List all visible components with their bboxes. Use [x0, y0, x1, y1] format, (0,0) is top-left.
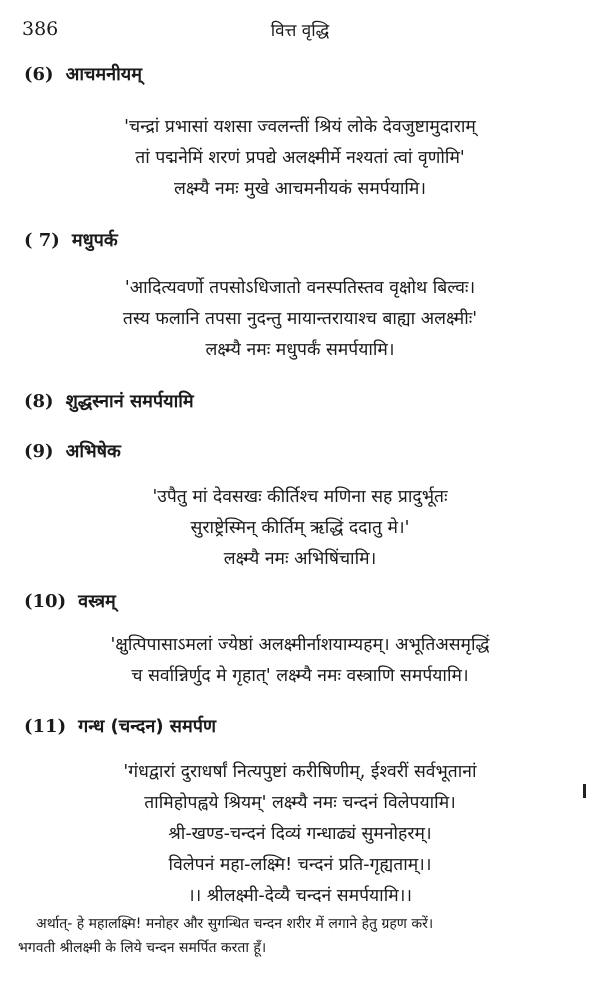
section-number: ( 7) — [24, 230, 60, 251]
note-line: भगवती श्रीलक्ष्मी के लिये चन्दन समर्पित करता हूँ। — [18, 940, 267, 956]
section-heading-11 — [24, 714, 216, 738]
section-number: (6) — [24, 64, 54, 85]
verse-line: 'गंधद्वारां दुराधर्षां नित्यपुष्टां करीषिणीम्, ईश्वरीं सर्वभूतानां — [123, 762, 477, 782]
page-number: 386 — [22, 18, 59, 40]
verse-line: विलेपनं महा-लक्ष्मि! चन्दनं प्रति-गृह्यताम्।। — [168, 855, 432, 875]
section-title: अभिषेक — [65, 441, 121, 462]
page-header — [0, 12, 600, 44]
section-number: (11) — [24, 716, 67, 737]
running-title: वित्त वृद्धि — [270, 21, 330, 41]
verse-11 — [0, 757, 600, 912]
verse-line: तस्य फलानि तपसा नुदन्तु मायान्तरायाश्च बाह्या अलक्ष्मीः' — [122, 309, 478, 329]
verse-line: लक्ष्म्यै नमः अभिषिंचामि। — [223, 549, 377, 569]
section-number: (9) — [24, 441, 54, 462]
section-title: वस्त्रम् — [78, 591, 116, 612]
verse-line: 'उपैतु मां देवसखः कीर्तिश्च मणिना सह प्रादुर्भूतः — [152, 487, 448, 507]
section-title: शुद्धस्नानं समर्पयामि — [65, 391, 194, 412]
section-heading-8 — [24, 389, 194, 413]
section-number: (8) — [24, 391, 54, 412]
verse-line: लक्ष्म्यै नमः मुखे आचमनीयकं समर्पयामि। — [173, 179, 427, 199]
verse-line: 'चन्द्रां प्रभासां यशसा ज्वलन्तीं श्रियं लोके देवजुष्टामुदाराम् — [124, 117, 476, 137]
verse-line: सुराष्ट्रेस्मिन् कीर्तिम् ऋद्धिं ददातु मे।' — [190, 518, 410, 538]
section-heading-7 — [24, 228, 118, 252]
section-heading-10 — [24, 589, 116, 613]
verse-line: तां पद्मनेमिं शरणं प्रपद्ये अलक्ष्मीर्मे नश्यतां त्वां वृणोमि' — [135, 148, 465, 168]
section-title: मधुपर्क — [71, 230, 118, 251]
verse-line: तामिहोपह्वये श्रियम्' लक्ष्म्यै नमः चन्दनं विलेपयामि। — [144, 793, 456, 813]
verse-line: श्री-खण्ड-चन्दनं दिव्यं गन्धाढ्यं सुमनोहरम्। — [168, 824, 432, 844]
verse-7 — [0, 273, 600, 366]
verse-line: ।। श्रीलक्ष्मी-देव्यै चन्दनं समर्पयामि।। — [188, 886, 412, 906]
verse-line: 'आदित्यवर्णो तपसोऽधिजातो वनस्पतिस्तव वृक्षोथ बिल्वः। — [124, 278, 476, 298]
margin-mark — [583, 784, 586, 798]
verse-6 — [0, 112, 600, 205]
note-line: अर्थात्- हे महालक्ष्मि! मनोहर और सुगन्धित चन्दन शरीर में लगाने हेतु ग्रहण करें। — [36, 916, 434, 932]
section-heading-6 — [24, 62, 142, 86]
section-heading-9 — [24, 439, 121, 463]
verse-10 — [0, 630, 600, 692]
section-title: आचमनीयम् — [65, 64, 143, 85]
verse-9 — [0, 482, 600, 575]
verse-line: 'क्षुत्पिपासाऽमलां ज्येष्ठां अलक्ष्मीर्नाशयाम्यहम्। अभूतिअसमृद्धिं — [110, 635, 490, 655]
translation-note — [18, 912, 588, 960]
section-title: गन्ध (चन्दन) समर्पण — [78, 716, 216, 737]
verse-line: च सर्वान्निर्णुद मे गृहात्' लक्ष्म्यै नमः वस्त्राणि समर्पयामि। — [131, 666, 469, 686]
verse-line: लक्ष्म्यै नमः मधुपर्कं समर्पयामि। — [205, 340, 395, 360]
section-number: (10) — [24, 591, 67, 612]
